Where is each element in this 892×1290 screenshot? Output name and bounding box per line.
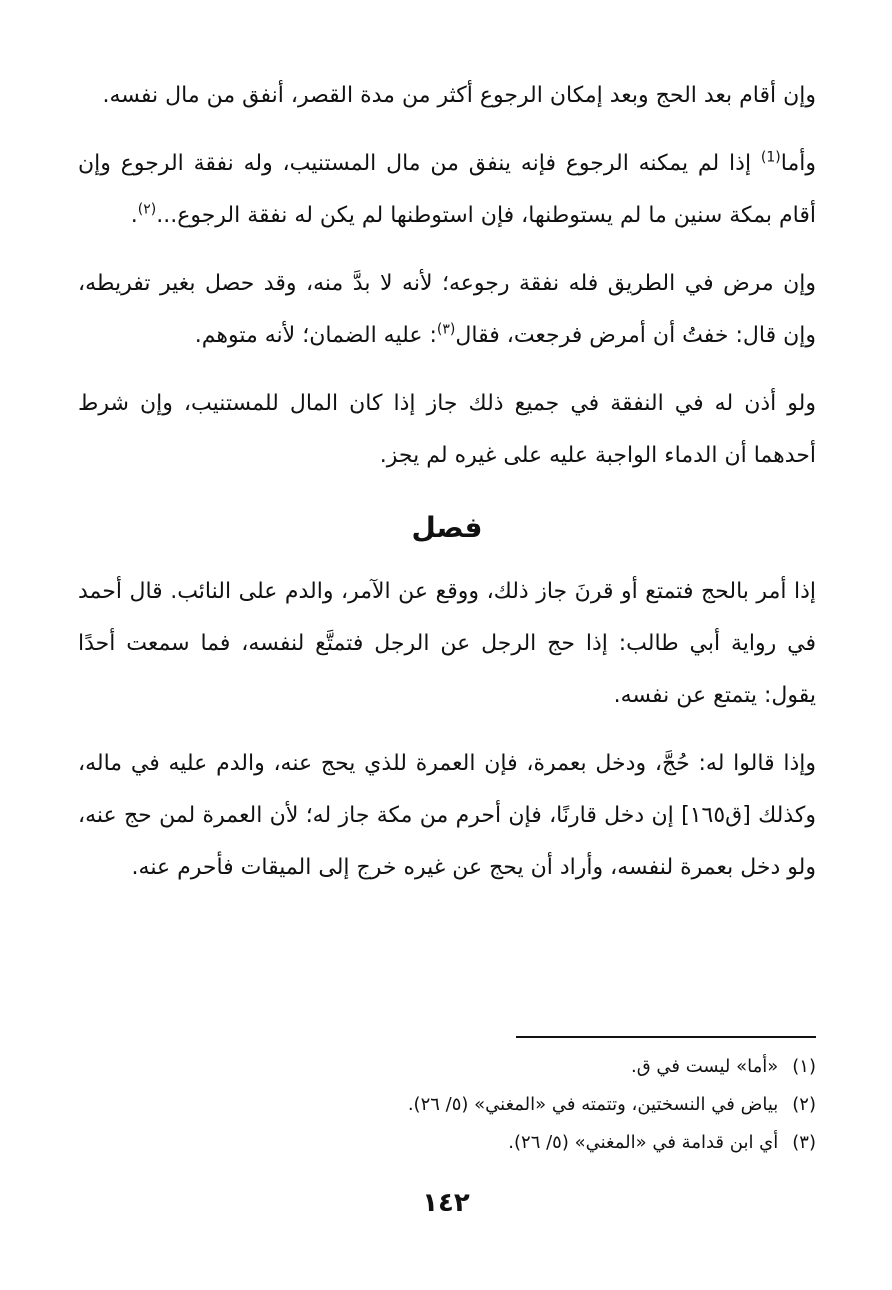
footnote-2 xyxy=(100,1086,816,1124)
paragraph-4: ولو أذن له في النفقة في جميع ذلك جاز إذا كان المال للمستنيب، وإن شرط أحدهما أن الدماء الواجبة عليه على غيره لم يجز. xyxy=(78,391,816,468)
paragraph-1: وإن أقام بعد الحج وبعد إمكان الرجوع أكثر من مدة القصر، أنفق من مال نفسه. xyxy=(102,83,816,108)
footnote-ref-1: (1) xyxy=(760,149,781,166)
paragraph-2-text-b: إذا لم يمكنه الرجوع فإنه ينفق من مال المستنيب، وله نفقة الرجوع وإن أقام بمكة سنين ما لم يستوطنها، فإن استوطنها لم يكن له نفقة الرجوع... xyxy=(78,151,816,228)
paragraph-3-text-a: وإن مرض في الطريق فله نفقة رجوعه؛ لأنه لا بدَّ منه، وقد حصل بغير تفريطه، وإن قال: خفتُ أن أمرض فرجعت، فقال xyxy=(78,271,816,348)
paragraph-2-text-a: وأما xyxy=(780,151,816,176)
section-heading: فصل xyxy=(411,511,483,544)
footnote-ref-2: (٢) xyxy=(137,201,157,218)
footnote-number: (٢) xyxy=(792,1094,816,1115)
footnote-text: «أما» ليست في ق. xyxy=(631,1056,779,1077)
paragraph-3 xyxy=(78,258,816,362)
footnote-text: أي ابن قدامة في «المغني» (٥/ ٢٦). xyxy=(508,1132,779,1153)
paragraph-2-text-c: . xyxy=(130,203,138,228)
footnote-number: (١) xyxy=(792,1056,816,1077)
paragraph-3-text-b: : عليه الضمان؛ لأنه متوهم. xyxy=(194,323,437,348)
footnote-1 xyxy=(100,1048,816,1086)
footnote-3 xyxy=(100,1124,816,1162)
footnote-ref-3: (٣) xyxy=(436,321,456,338)
footnote-divider xyxy=(516,1036,816,1038)
paragraph-5: إذا أمر بالحج فتمتع أو قرنَ جاز ذلك، ووقع عن الآمر، والدم على النائب. قال أحمد في رواية أبي طالب: إذا حج الرجل عن الرجل فتمتَّع لنفسه، فما سمعت أحدًا يقول: يتمتع عن نفسه. xyxy=(78,579,816,708)
page-body xyxy=(78,70,816,910)
paragraph-6: وإذا قالوا له: حُجَّ، ودخل بعمرة، فإن العمرة للذي يحج عنه، والدم عليه في ماله، وكذلك [ق١٦٥] إن دخل قارنًا، فإن أحرم من مكة جاز له؛ لأن العمرة لمن حج عنه، ولو دخل بعمرة لنفسه، وأراد أن يحج عن غيره خرج إلى الميقات فأحرم عنه. xyxy=(78,751,816,880)
footnote-number: (٣) xyxy=(792,1132,816,1153)
footnotes xyxy=(100,1048,816,1162)
page-number: ١٤٢ xyxy=(422,1188,470,1218)
paragraph-2 xyxy=(78,138,816,242)
footnote-text: بياض في النسختين، وتتمته في «المغني» (٥/ ٢٦). xyxy=(407,1094,779,1115)
